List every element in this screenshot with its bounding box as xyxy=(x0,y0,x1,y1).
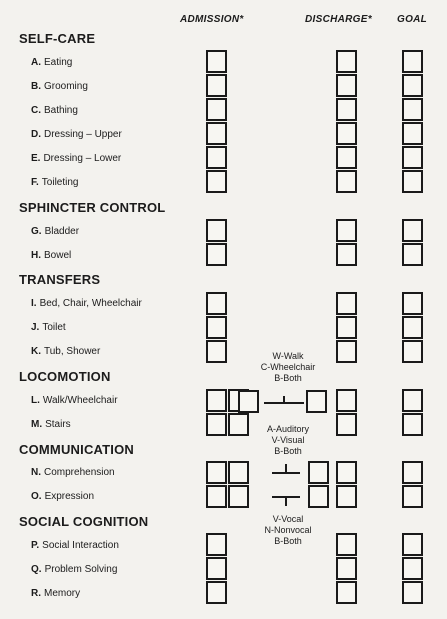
goal-box-tub-shower[interactable] xyxy=(402,340,423,363)
admission-box-walk-wheelchair[interactable] xyxy=(206,389,227,412)
discharge-box-eating[interactable] xyxy=(336,50,357,73)
goal-box-dressing-upper[interactable] xyxy=(402,122,423,145)
admission-box-dressing-lower[interactable] xyxy=(206,146,227,169)
item-toileting: F. Toileting xyxy=(31,177,79,188)
item-eating: A. Eating xyxy=(31,57,73,68)
goal-box-stairs[interactable] xyxy=(402,413,423,436)
section-social-cognition: SOCIAL COGNITION xyxy=(19,514,149,529)
item-tub-shower: K. Tub, Shower xyxy=(31,346,101,357)
item-problem-solving: Q. Problem Solving xyxy=(31,564,118,575)
section-communication: COMMUNICATION xyxy=(19,442,135,457)
goal-box-toileting[interactable] xyxy=(402,170,423,193)
admission-box-problem-solving[interactable] xyxy=(206,557,227,580)
discharge-box-bed-chair-wheelchair[interactable] xyxy=(336,292,357,315)
discharge-extra-box-expression[interactable] xyxy=(308,485,329,508)
admission-box-stairs[interactable] xyxy=(206,413,227,436)
goal-box-memory[interactable] xyxy=(402,581,423,604)
comprehension-connector-tick xyxy=(285,464,287,474)
goal-box-toilet[interactable] xyxy=(402,316,423,339)
admission-box-dressing-upper[interactable] xyxy=(206,122,227,145)
admission-box-toileting[interactable] xyxy=(206,170,227,193)
discharge-box-walk-wheelchair[interactable] xyxy=(336,389,357,412)
discharge-extra-box-comprehension[interactable] xyxy=(308,461,329,484)
item-social-interaction: P. Social Interaction xyxy=(31,540,119,551)
section-locomotion: LOCOMOTION xyxy=(19,369,111,384)
discharge-box-expression[interactable] xyxy=(336,485,357,508)
admission-box-grooming[interactable] xyxy=(206,74,227,97)
discharge-box-tub-shower[interactable] xyxy=(336,340,357,363)
goal-box-walk-wheelchair[interactable] xyxy=(402,389,423,412)
goal-box-bowel[interactable] xyxy=(402,243,423,266)
goal-box-social-interaction[interactable] xyxy=(402,533,423,556)
item-dressing-lower: E. Dressing – Lower xyxy=(31,153,122,164)
goal-box-eating[interactable] xyxy=(402,50,423,73)
goal-box-expression[interactable] xyxy=(402,485,423,508)
discharge-box-memory[interactable] xyxy=(336,581,357,604)
discharge-column-header: DISCHARGE* xyxy=(305,14,372,25)
discharge-box-grooming[interactable] xyxy=(336,74,357,97)
item-bed-chair-wheelchair: I. Bed, Chair, Wheelchair xyxy=(31,298,142,309)
item-dressing-upper: D. Dressing – Upper xyxy=(31,129,122,140)
discharge-box-problem-solving[interactable] xyxy=(336,557,357,580)
admission-extra-box-stairs[interactable] xyxy=(228,413,249,436)
admission-box-bathing[interactable] xyxy=(206,98,227,121)
goal-box-comprehension[interactable] xyxy=(402,461,423,484)
discharge-box-bathing[interactable] xyxy=(336,98,357,121)
admission-box-toilet[interactable] xyxy=(206,316,227,339)
goal-box-problem-solving[interactable] xyxy=(402,557,423,580)
item-toilet: J. Toilet xyxy=(31,322,66,333)
section-transfers: TRANSFERS xyxy=(19,272,101,287)
discharge-mode-box-locomotion[interactable] xyxy=(306,390,327,413)
admission-mode-box-locomotion[interactable] xyxy=(238,390,259,413)
section-self-care: SELF-CARE xyxy=(19,31,96,46)
item-memory: R. Memory xyxy=(31,588,81,599)
admission-box-bed-chair-wheelchair[interactable] xyxy=(206,292,227,315)
expression-connector-tick xyxy=(285,496,287,506)
admission-box-comprehension[interactable] xyxy=(206,461,227,484)
discharge-box-dressing-upper[interactable] xyxy=(336,122,357,145)
section-sphincter-control: SPHINCTER CONTROL xyxy=(19,200,166,215)
admission-box-bowel[interactable] xyxy=(206,243,227,266)
admission-box-social-interaction[interactable] xyxy=(206,533,227,556)
goal-box-bed-chair-wheelchair[interactable] xyxy=(402,292,423,315)
admission-box-bladder[interactable] xyxy=(206,219,227,242)
admission-box-expression[interactable] xyxy=(206,485,227,508)
discharge-box-toilet[interactable] xyxy=(336,316,357,339)
item-bladder: G. Bladder xyxy=(31,226,80,237)
goal-column-header: GOAL xyxy=(397,14,428,25)
admission-extra-box-comprehension[interactable] xyxy=(228,461,249,484)
item-comprehension: N. Comprehension xyxy=(31,467,115,478)
legend-comprehension-mode: A-Auditory V-Visual B-Both xyxy=(266,424,310,456)
goal-box-bladder[interactable] xyxy=(402,219,423,242)
discharge-box-comprehension[interactable] xyxy=(336,461,357,484)
discharge-box-stairs[interactable] xyxy=(336,413,357,436)
item-grooming: B. Grooming xyxy=(31,81,88,92)
admission-box-memory[interactable] xyxy=(206,581,227,604)
goal-box-grooming[interactable] xyxy=(402,74,423,97)
item-expression: O. Expression xyxy=(31,491,95,502)
admission-extra-box-expression[interactable] xyxy=(228,485,249,508)
item-bathing: C. Bathing xyxy=(31,105,78,116)
goal-box-dressing-lower[interactable] xyxy=(402,146,423,169)
discharge-box-social-interaction[interactable] xyxy=(336,533,357,556)
item-walk-wheelchair: L. Walk/Wheelchair xyxy=(31,395,118,406)
item-stairs: M. Stairs xyxy=(31,419,71,430)
locomotion-connector-tick xyxy=(283,396,285,404)
item-bowel: H. Bowel xyxy=(31,250,72,261)
admission-box-eating[interactable] xyxy=(206,50,227,73)
discharge-box-toileting[interactable] xyxy=(336,170,357,193)
discharge-box-dressing-lower[interactable] xyxy=(336,146,357,169)
legend-locomotion-mode: W-Walk C-Wheelchair B-Both xyxy=(260,351,316,383)
discharge-box-bowel[interactable] xyxy=(336,243,357,266)
goal-box-bathing[interactable] xyxy=(402,98,423,121)
admission-box-tub-shower[interactable] xyxy=(206,340,227,363)
discharge-box-bladder[interactable] xyxy=(336,219,357,242)
admission-column-header: ADMISSION* xyxy=(180,14,244,25)
legend-expression-mode: V-Vocal N-Nonvocal B-Both xyxy=(264,514,312,546)
